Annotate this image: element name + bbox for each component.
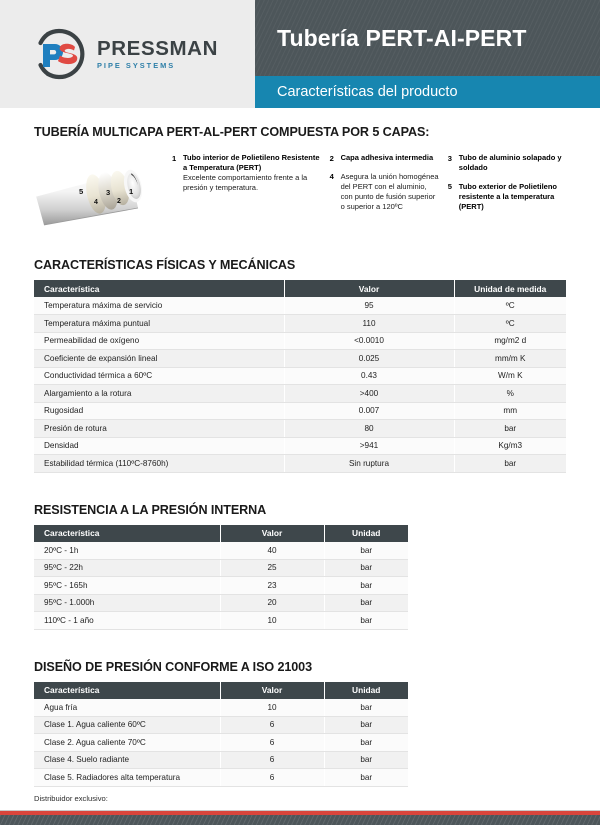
- table-row: [34, 594, 408, 612]
- cell-unit: bar: [454, 420, 566, 438]
- cell-value: Sin ruptura: [284, 455, 454, 473]
- page-subtitle: Características del producto: [277, 84, 458, 100]
- cell-value: >941: [284, 437, 454, 455]
- cell-unit: bar: [324, 594, 408, 612]
- multilayer-pipe-cutaway-icon: [34, 150, 172, 236]
- legend-heading: Tubo exterior de Polietileno resistente a la temperatura (PERT): [458, 181, 557, 211]
- cell-value: 95: [284, 297, 454, 315]
- cell-characteristic: 95ºC - 22h: [34, 559, 220, 577]
- internal-pressure-resistance-table: [34, 525, 408, 630]
- cell-unit: bar: [324, 734, 408, 752]
- table-header-row: [34, 525, 408, 542]
- cell-value: 20: [220, 594, 324, 612]
- brand-tagline: PIPE SYSTEMS: [97, 61, 176, 71]
- column-header-unit: Unidad de medida: [454, 280, 566, 297]
- cell-value: >400: [284, 385, 454, 403]
- cell-unit: bar: [324, 542, 408, 560]
- cell-characteristic: Clase 5. Radiadores alta temperatura: [34, 769, 220, 787]
- cell-value: 10: [220, 699, 324, 717]
- cell-value: 6: [220, 716, 324, 734]
- legend-column-3: [448, 153, 566, 236]
- legend-item-5: [448, 182, 566, 212]
- brand-wordmark: [97, 36, 218, 71]
- cell-characteristic: Clase 2. Agua caliente 70ºC: [34, 734, 220, 752]
- cell-unit: bar: [324, 559, 408, 577]
- cell-value: 23: [220, 577, 324, 595]
- cell-value: 0.43: [284, 367, 454, 385]
- cell-characteristic: Temperatura máxima de servicio: [34, 297, 284, 315]
- page-body: [0, 125, 600, 787]
- header-subtitle-band: [255, 76, 600, 108]
- column-header-value: Valor: [284, 280, 454, 297]
- legend-column-2: [330, 153, 448, 236]
- legend-item-4: [330, 172, 439, 212]
- table2-title: RESISTENCIA A LA PRESIÓN INTERNA: [34, 502, 267, 517]
- cell-characteristic: Coeficiente de expansión lineal: [34, 350, 284, 368]
- pipe-layer-legend: [172, 150, 566, 236]
- cell-unit: ºC: [454, 315, 566, 333]
- table3-title: DISEÑO DE PRESIÓN CONFORME A ISO 21003: [34, 659, 312, 674]
- table-row: [34, 385, 566, 403]
- cell-characteristic: Presión de rotura: [34, 420, 284, 438]
- table-row: [34, 455, 566, 473]
- legend-heading: Tubo de aluminio solapado y soldado: [458, 153, 562, 172]
- brand-name: PRESSMAN: [97, 36, 218, 60]
- cell-characteristic: 20ºC - 1h: [34, 542, 220, 560]
- svg-text:3: 3: [106, 188, 111, 197]
- distributor-note: Distribuidor exclusivo:: [34, 794, 108, 803]
- pipe-diagram-section: [34, 150, 566, 236]
- header-title-area: [255, 0, 600, 108]
- table-row: [34, 420, 566, 438]
- legend-number: 4: [329, 172, 334, 182]
- cell-unit: mm: [454, 402, 566, 420]
- cell-value: 25: [220, 559, 324, 577]
- cell-characteristic: Temperatura máxima puntual: [34, 315, 284, 333]
- cell-unit: bar: [324, 769, 408, 787]
- legend-number: 3: [447, 153, 453, 163]
- cell-unit: bar: [324, 612, 408, 630]
- cell-characteristic: Rugosidad: [34, 402, 284, 420]
- table-row: [34, 769, 408, 787]
- cell-unit: mm/m K: [454, 350, 566, 368]
- brand-logo: [34, 27, 218, 81]
- legend-heading: Capa adhesiva intermedia: [340, 153, 434, 162]
- svg-text:1: 1: [129, 187, 134, 196]
- cell-unit: bar: [454, 455, 566, 473]
- table-row: [34, 612, 408, 630]
- page-title: Tubería PERT-AI-PERT: [277, 24, 527, 51]
- cell-unit: bar: [324, 699, 408, 717]
- cell-value: 10: [220, 612, 324, 630]
- cell-characteristic: 110ºC - 1 año: [34, 612, 220, 630]
- table-row: [34, 437, 566, 455]
- cell-characteristic: Agua fría: [34, 699, 220, 717]
- cell-value: 0.025: [284, 350, 454, 368]
- cell-value: 80: [284, 420, 454, 438]
- pressure-design-iso21003-table: [34, 682, 408, 787]
- cell-value: 6: [220, 751, 324, 769]
- intro-heading: TUBERÍA MULTICAPA PERT-AL-PERT COMPUESTA POR 5 CAPAS:: [34, 125, 430, 139]
- table-header-row: [34, 280, 566, 297]
- cell-characteristic: Estabilidad térmica (110ºC-8760h): [34, 455, 284, 473]
- legend-number: 1: [172, 153, 177, 163]
- table-row: [34, 716, 408, 734]
- cell-unit: W/m K: [454, 367, 566, 385]
- table-row: [34, 297, 566, 315]
- legend-item-3: [448, 153, 566, 173]
- cell-unit: bar: [324, 577, 408, 595]
- cell-characteristic: 95ºC - 1.000h: [34, 594, 220, 612]
- svg-text:5: 5: [79, 187, 84, 196]
- svg-text:4: 4: [94, 199, 98, 206]
- column-header-unit: Unidad: [324, 682, 408, 699]
- column-header-unit: Unidad: [324, 525, 408, 542]
- table-header-row: [34, 682, 408, 699]
- legend-heading: Tubo interior de Polietileno Resistente a Temperatura (PERT): [183, 153, 320, 172]
- table-row: [34, 699, 408, 717]
- legend-item-1: [172, 153, 321, 193]
- footer-band: [0, 815, 600, 825]
- cell-unit: bar: [324, 716, 408, 734]
- column-header-value: Valor: [220, 682, 324, 699]
- svg-text:2: 2: [117, 198, 121, 205]
- table1-title: CARACTERÍSTICAS FÍSICAS Y MECÁNICAS: [34, 258, 296, 272]
- cell-characteristic: Conductividad térmica a 60ºC: [34, 367, 284, 385]
- table-row: [34, 559, 408, 577]
- cell-characteristic: Alargamiento a la rotura: [34, 385, 284, 403]
- legend-description: Excelente comportamiento frente a la presión y temperatura.: [183, 172, 308, 192]
- cell-characteristic: 95ºC - 165h: [34, 577, 220, 595]
- column-header-characteristic: Característica: [34, 525, 220, 542]
- cell-value: 0.007: [284, 402, 454, 420]
- table-row: [34, 734, 408, 752]
- cell-unit: bar: [324, 751, 408, 769]
- legend-number: 2: [329, 153, 334, 163]
- header-title-band: [255, 0, 600, 76]
- cell-value: 40: [220, 542, 324, 560]
- cell-value: <0.0010: [284, 332, 454, 350]
- header-logo-area: [0, 0, 255, 108]
- table-row: [34, 332, 566, 350]
- table-row: [34, 751, 408, 769]
- table-row: [34, 367, 566, 385]
- cell-unit: mg/m2 d: [454, 332, 566, 350]
- table-row: [34, 577, 408, 595]
- cell-unit: Kg/m3: [454, 437, 566, 455]
- page-header: [0, 0, 600, 108]
- table-row: [34, 402, 566, 420]
- cell-unit: ºC: [454, 297, 566, 315]
- cell-characteristic: Densidad: [34, 437, 284, 455]
- column-header-characteristic: Característica: [34, 280, 284, 297]
- cell-value: 6: [220, 734, 324, 752]
- cell-characteristic: Clase 1. Agua caliente 60ºC: [34, 716, 220, 734]
- cell-value: 6: [220, 769, 324, 787]
- legend-number: 5: [447, 182, 453, 192]
- table-row: [34, 315, 566, 333]
- table-row: [34, 350, 566, 368]
- cell-value: 110: [284, 315, 454, 333]
- legend-item-2: [330, 153, 439, 163]
- cell-characteristic: Permeabilidad de oxígeno: [34, 332, 284, 350]
- table-row: [34, 542, 408, 560]
- legend-description: Asegura la unión homogénea del PERT con el aluminio, con punto de fusión superior o superior a 120ºC: [340, 171, 439, 211]
- column-header-characteristic: Característica: [34, 682, 220, 699]
- legend-column-1: [172, 153, 330, 236]
- pressman-ps-circle-logo-icon: [34, 27, 88, 81]
- cell-unit: %: [454, 385, 566, 403]
- cell-characteristic: Clase 4. Suelo radiante: [34, 751, 220, 769]
- physical-mechanical-table: [34, 280, 566, 473]
- column-header-value: Valor: [220, 525, 324, 542]
